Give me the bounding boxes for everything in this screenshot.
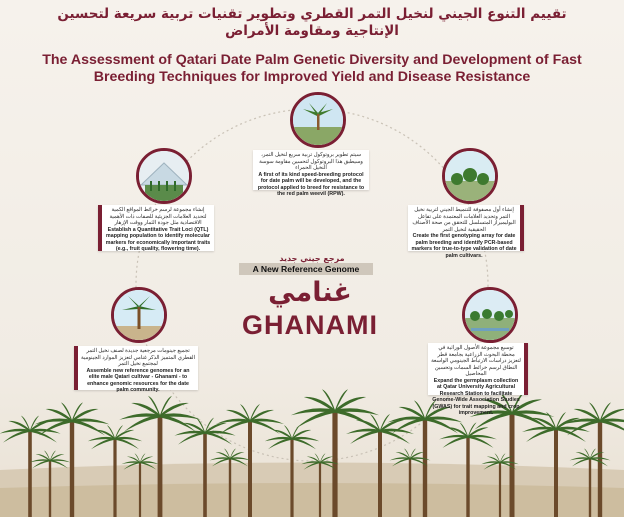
ghanami-name-arabic: غنامي [268,277,352,308]
nursery-photo [442,148,498,204]
card-upper-left-english: Establish a Quantitative Trait Loci (QTL) mapping population to identify molecular markers for economically important traits (e.g., fruit quality, flowering time). [105,226,211,252]
card-upper-right [408,205,524,259]
english-title-line-1: The Assessment of Qatari Date Palm Genetic Diversity and Development of Fast [42,52,582,68]
english-title-line-2: Breeding Techniques for Improved Yield and Disease Resistance [93,69,531,85]
card-lower-right [428,343,528,416]
sandy-ground-near [0,483,624,517]
single-palm-photo [111,287,167,343]
english-title [0,52,624,86]
ghanami-name-english: GHANAMI [242,310,378,340]
center-subtitle-arabic: مرجع جيني جديد [279,254,345,263]
card-lower-right-english: Expand the germplasm collection at Qatar University Agricultural Research Station to facilitate Genome-Wide Association Studies (GWAS) for trait mapping and crop improvement. [432,377,520,416]
card-top-english: A first of its kind speed-breeding protocol for date palm will be developed, and the protocol applied to breed for resistance to the red palm weevil (RPW). [257,171,365,197]
card-lower-left [74,346,198,393]
palm-trees-photo [290,92,346,148]
card-upper-right-english: Create the first genotyping array for date palm breeding and identify PCR-based markers for true-to-type validation of date palm cultivars. [411,233,517,259]
arabic-title [0,6,624,40]
card-lower-left-arabic: تجميع جينومات مرجعية جديدة لصنف نخيل التمر القطري المتميز الذكر غنامي لتعزيز الموارد الجينومية لمجتمع نخيل التمر [81,348,195,367]
card-upper-right-arabic: إنشاء أول مصفوفة للتنميط الجيني لتربية نخيل التمر وتحديد العلامات المعتمدة على تفاعل البوليميراز المتسلسل للتحقق من صحة الأصناف الحقيقية لنخيل التمر [412,207,516,233]
card-top-arabic: سيتم تطوير بروتوكول تربية سريع لنخيل التمر، وسيطبق هذا البروتوكول لتحسين مقاومة سوسة النخيل الحمراء [259,152,363,171]
card-lower-right-arabic: توسيع مجموعة الأصول الوراثية في محطة البحوث الزراعية بجامعة قطر لتعزيز دراسات الارتباط الجينومي الواسعة النطاق لرسم خرائط السمات وتحسين المحاصيل [431,345,521,377]
greenhouse-photo [136,148,192,204]
arabic-title-line-2: الإنتاجية ومقاومة الأمراض [225,23,399,39]
card-upper-left-arabic: إنشاء مجموعة لرسم خرائط المواقع الكمية لتحديد العلامات الجزيئية للصفات ذات الأهمية الاقتصادية مثل جودة الثمار ووقت الإزهار [109,207,207,226]
card-lower-left-english: Assemble new reference genomes for an elite male Qatari cultivar - Ghanami - to enhance genomic resources for the date palm community. [86,367,190,393]
arabic-title-line-1: تقييم التنوع الجيني لنخيل التمر القطري وتطوير تقنيات تربية سريعة لتحسين [57,6,567,22]
research-station-photo [462,287,518,343]
card-upper-left [98,205,214,251]
card-top [253,150,369,197]
center-subtitle-english: A New Reference Genome [239,263,373,275]
